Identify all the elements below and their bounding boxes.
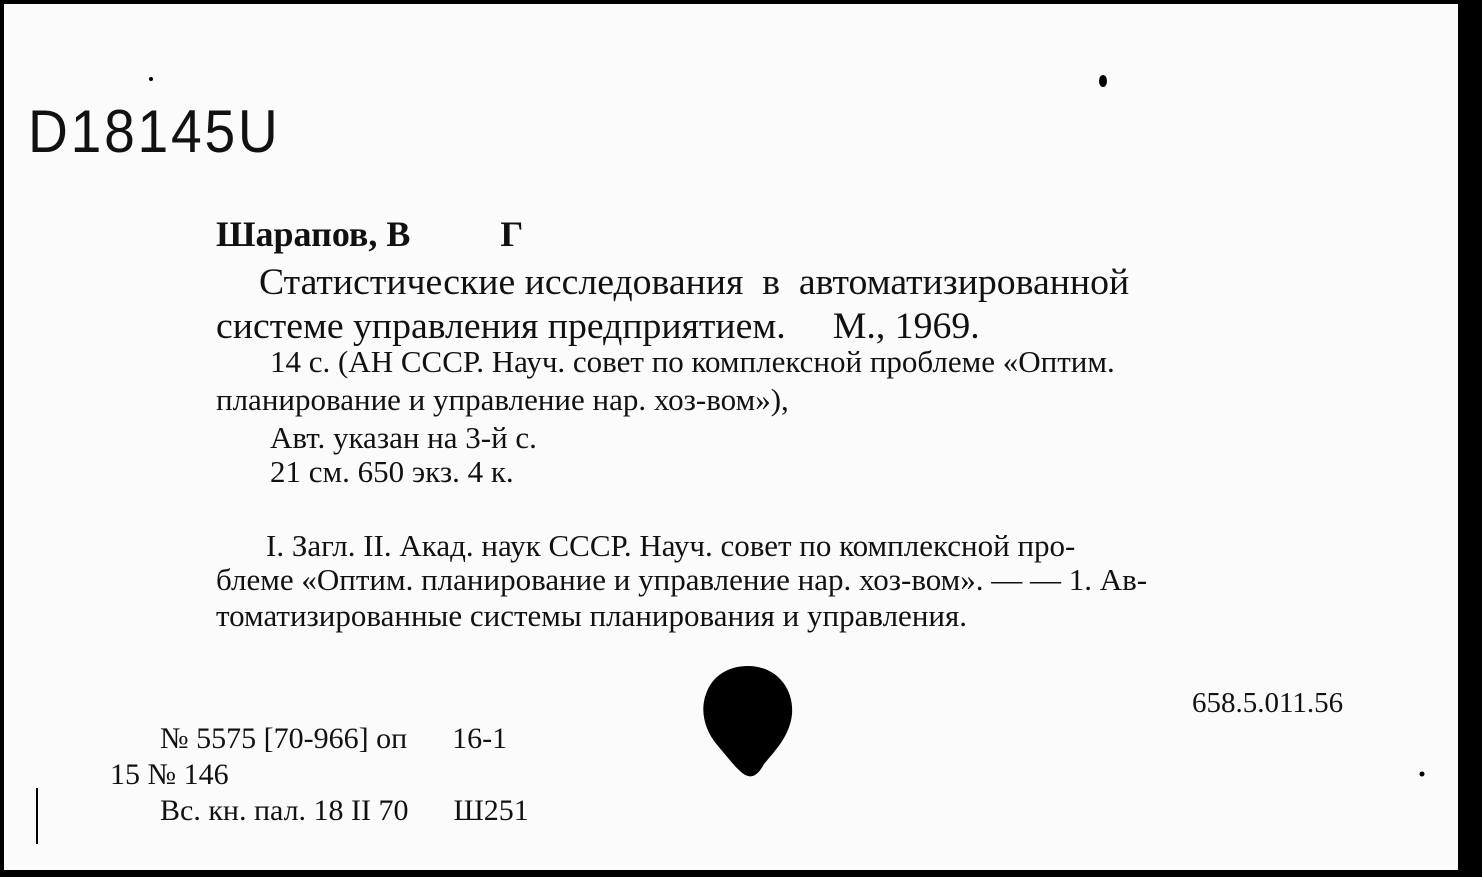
tracings-line-3: томатизированные системы планирования и управления. [216,598,968,633]
author-heading: Шарапов, В Г [216,214,524,254]
accession-number: D18145U [28,98,281,165]
title-line-1: Статистические исследования в автоматизированной [259,262,1130,303]
speck-mark [1098,74,1108,88]
description-line-3: Авт. указан на 3-й с. [270,420,537,455]
footer-line-1: № 5575 [70-966] оп 16-1 [160,722,508,755]
description-line-4: 21 см. 650 экз. 4 к. [270,454,514,489]
punch-hole-blot [700,664,796,780]
speck-mark [1418,770,1426,778]
margin-line-mark [34,786,40,846]
catalog-card [4,4,1466,870]
footer-line-3: Вс. кн. пал. 18 II 70 Ш251 [160,794,529,827]
footer-line-2: 15 № 146 [110,758,229,791]
speck-mark [148,76,154,82]
udc-classification: 658.5.011.56 [1192,687,1344,719]
description-line-2: планирование и управление нар. хоз-вом»), [216,382,789,417]
title-line-2: системе управления предприятием. М., 1969. [216,306,980,347]
tracings-line-2: блеме «Оптим. планирование и управление нар. хоз-вом». — — 1. Ав- [216,562,1148,597]
tracings-line-1: I. Загл. II. Акад. наук СССР. Науч. совет по комплексной про- [266,528,1076,563]
description-line-1: 14 с. (АН СССР. Науч. совет по комплексной проблеме «Оптим. [270,344,1115,379]
